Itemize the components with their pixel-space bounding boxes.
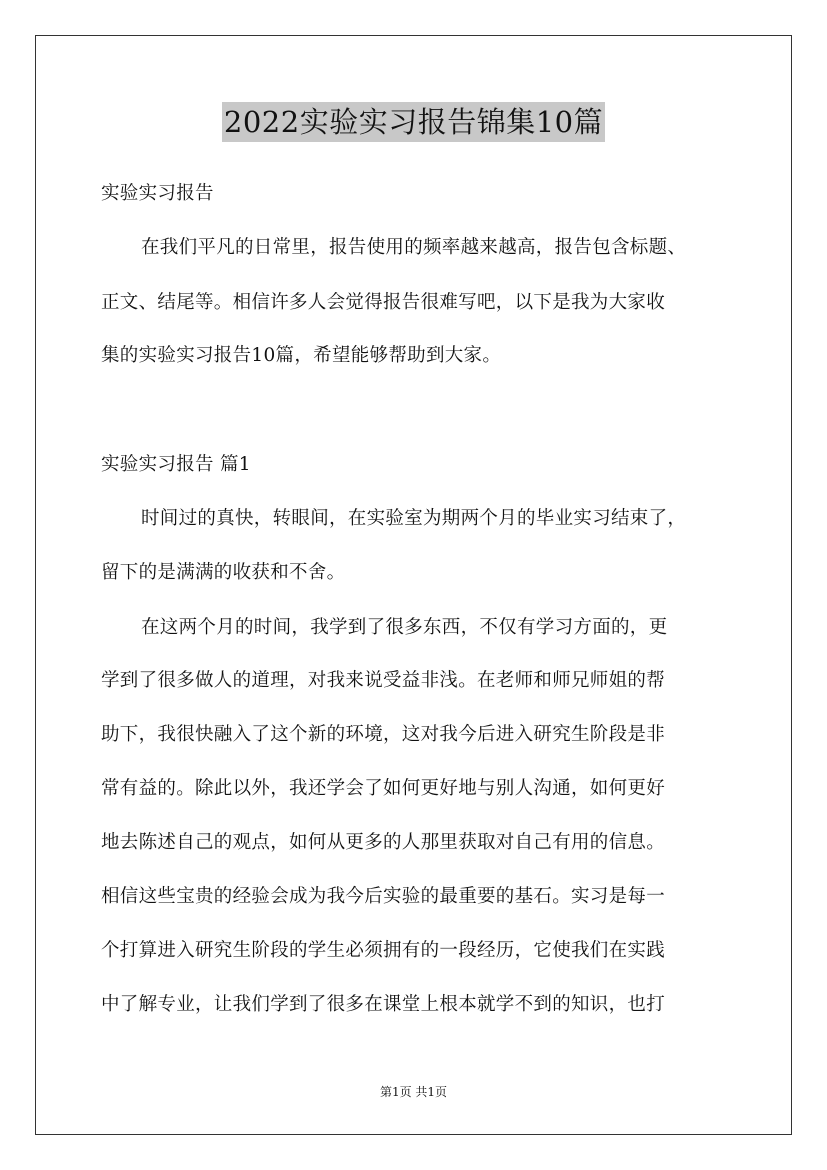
title-container (0, 102, 827, 142)
body-line: 学到了很多做人的道理，对我来说受益非浅。在老师和师兄师姐的帮 (101, 670, 666, 691)
body-line: 在这两个月的时间，我学到了很多东西，不仅有学习方面的，更 (141, 617, 668, 638)
body-line: 相信这些宝贵的经验会成为我今后实验的最重要的基石。实习是每一 (101, 886, 666, 907)
body-line: 留下的是满满的收获和不舍。 (101, 562, 346, 583)
page-footer: 第1页 共1页 (379, 1085, 448, 1099)
intro-heading: 实验实习报告 (101, 183, 214, 204)
body-line: 个打算进入研究生阶段的学生必须拥有的一段经历，它使我们在实践 (101, 940, 666, 961)
body-line: 中了解专业，让我们学到了很多在课堂上根本就学不到的知识，也打 (101, 994, 666, 1015)
body-line: 地去陈述自己的观点，如何从更多的人那里获取对自己有用的信息。 (101, 832, 666, 853)
intro-line: 集的实验实习报告10篇，希望能够帮助到大家。 (101, 345, 502, 366)
body-line: 时间过的真快，转眼间，在实验室为期两个月的毕业实习结束了， (141, 508, 687, 529)
intro-line: 在我们平凡的日常里，报告使用的频率越来越高，报告包含标题、 (141, 237, 687, 258)
section-heading: 实验实习报告 篇1 (101, 454, 251, 475)
intro-line: 正文、结尾等。相信许多人会觉得报告很难写吧，以下是我为大家收 (101, 292, 666, 313)
body-line: 助下，我很快融入了这个新的环境，这对我今后进入研究生阶段是非 (101, 724, 666, 745)
body-line: 常有益的。除此以外，我还学会了如何更好地与别人沟通，如何更好 (101, 778, 666, 799)
document-title: 2022实验实习报告锦集10篇 (222, 102, 605, 142)
